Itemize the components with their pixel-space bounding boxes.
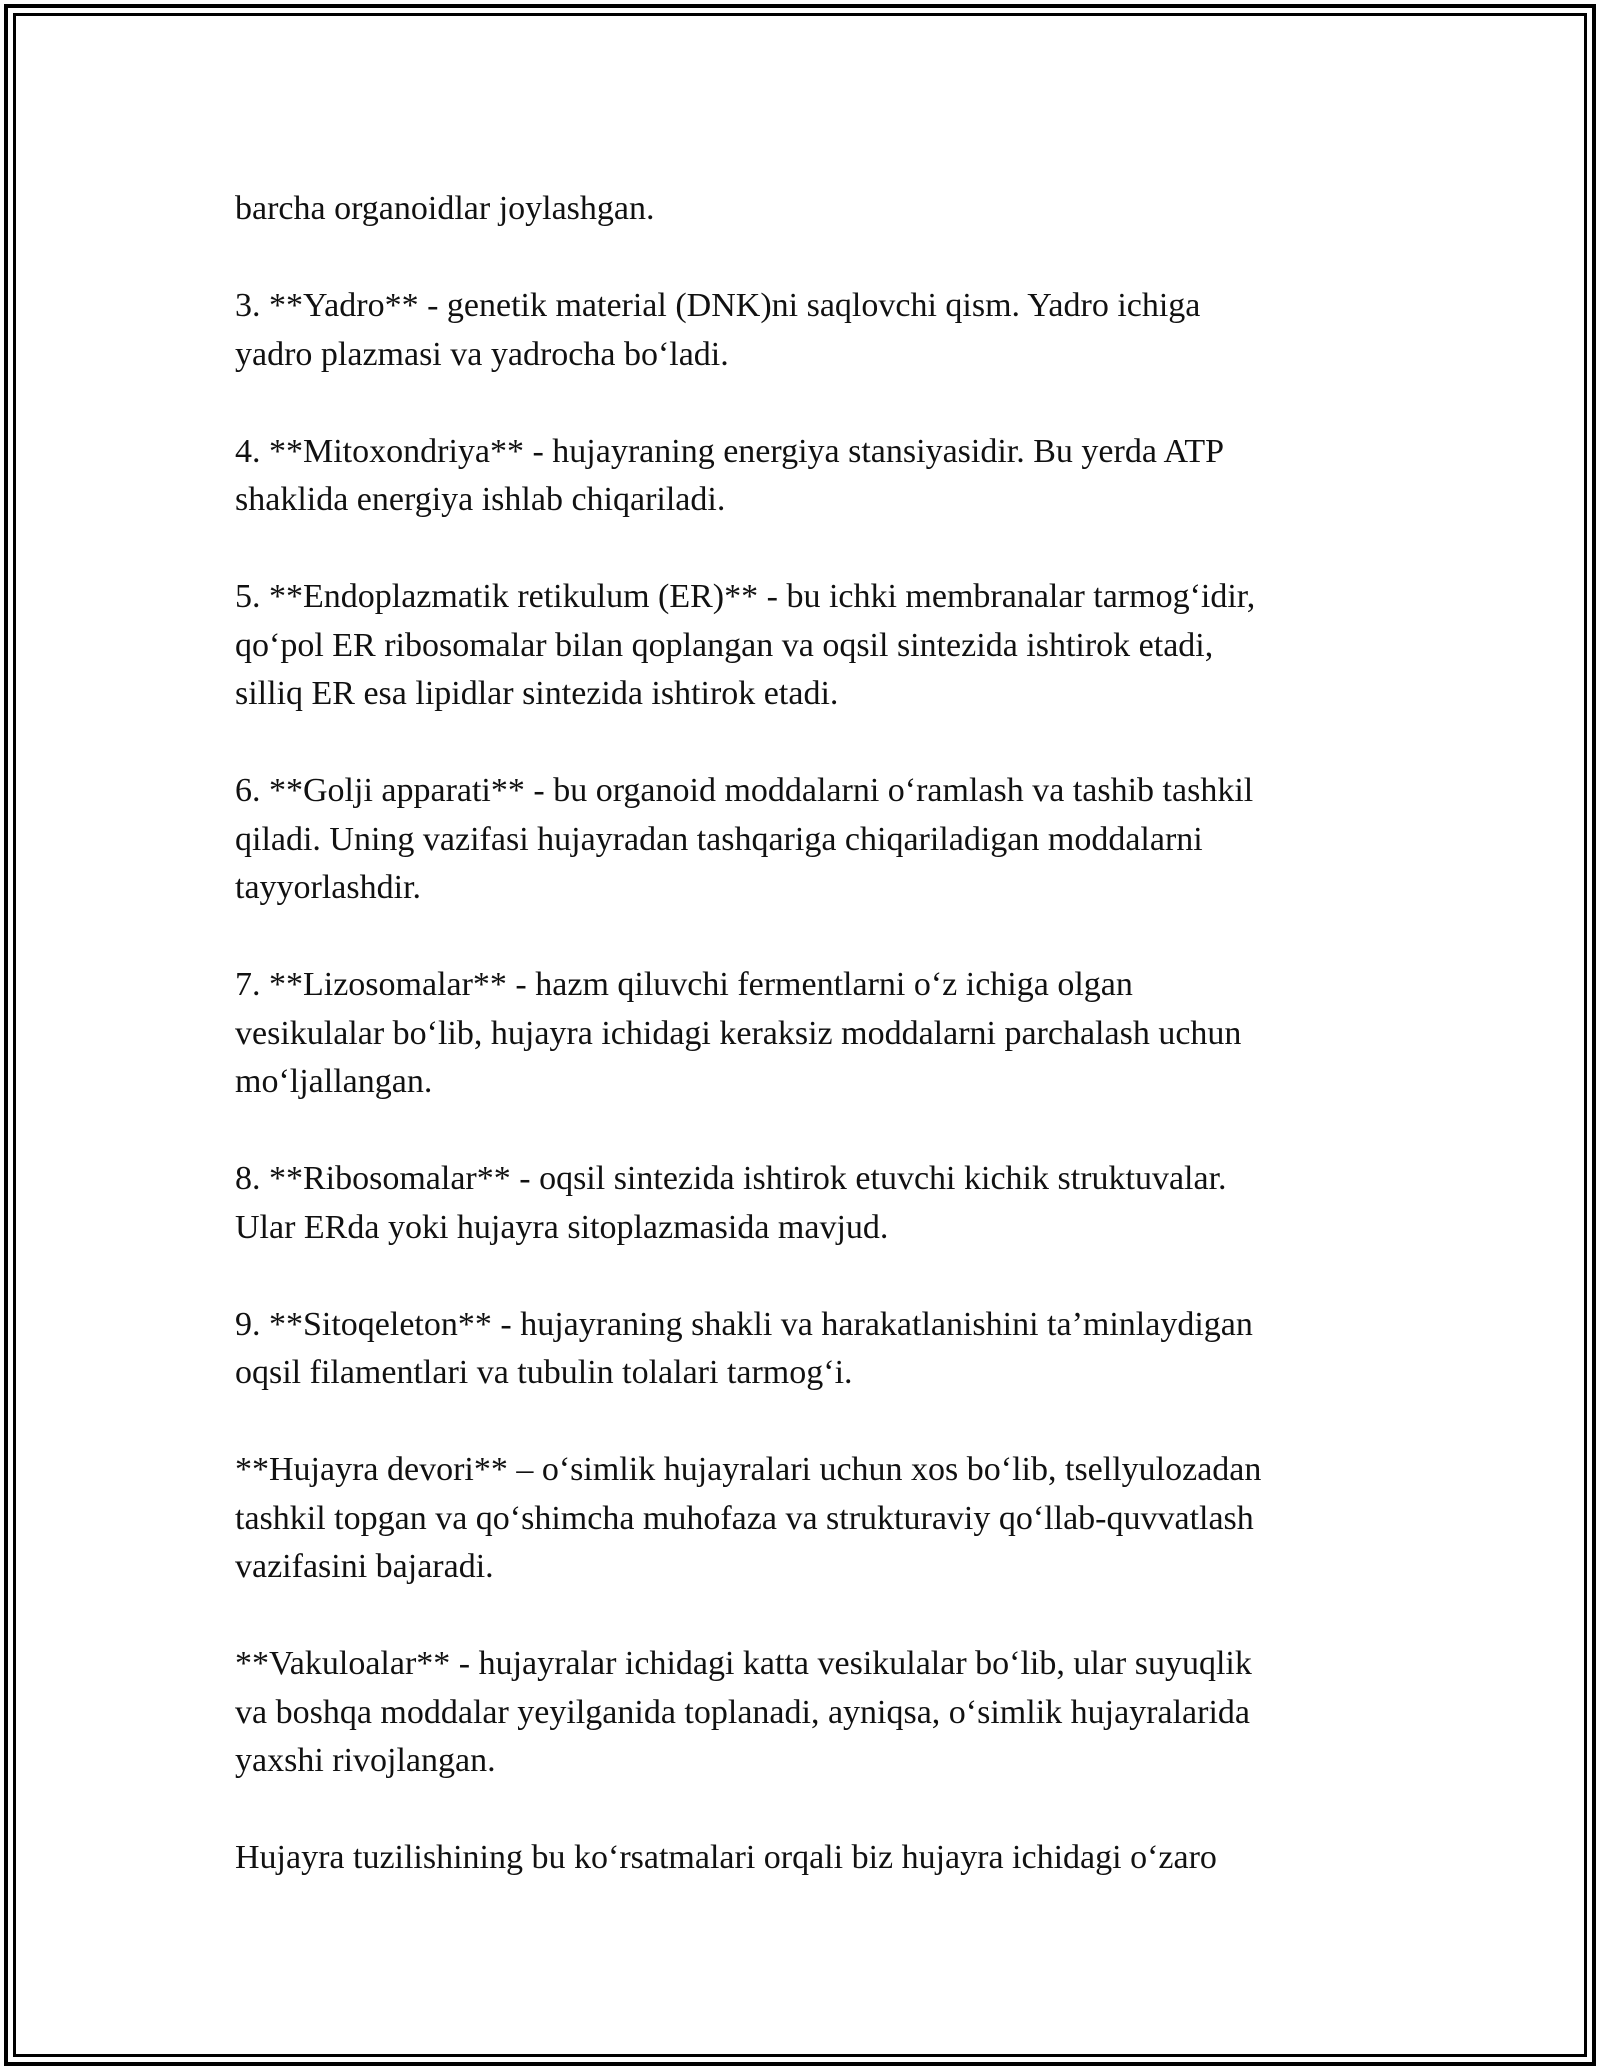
- paragraph: [235, 282, 1380, 379]
- text-line: vazifasini bajaradi.: [235, 1548, 494, 1585]
- text-line: **Hujayra devori** – o‘simlik hujayralari uchun xos bo‘lib, tsellyulozadan: [235, 1451, 1262, 1488]
- text-line: va boshqa moddalar yeyilganida toplanadi, ayniqsa, o‘simlik hujayralarida: [235, 1693, 1250, 1731]
- document-body: [235, 185, 1380, 1883]
- text-line: vesikulalar bo‘lib, hujayra ichidagi keraksiz moddalarni parchalash uchun: [235, 1014, 1242, 1052]
- text-line: qiladi. Uning vazifasi hujayradan tashqariga chiqariladigan moddalarni: [235, 820, 1203, 858]
- text-line: 5. **Endoplazmatik retikulum (ER)** - bu ichki membranalar tarmog‘idir,: [235, 578, 1256, 615]
- text-line: mo‘ljallangan.: [235, 1063, 433, 1100]
- paragraph: [235, 1446, 1380, 1592]
- text-line: tayyorlashdir.: [235, 869, 422, 906]
- text-line: oqsil filamentlari va tubulin tolalari tarmog‘i.: [235, 1354, 853, 1391]
- paragraph: [235, 428, 1380, 525]
- text-line: 7. **Lizosomalar** - hazm qiluvchi fermentlarni o‘z ichiga olgan: [235, 966, 1133, 1003]
- text-line: Ular ERda yoki hujayra sitoplazmasida mavjud.: [235, 1208, 889, 1246]
- paragraph: [235, 1834, 1380, 1883]
- paragraph: [235, 573, 1380, 719]
- text-line: barcha organoidlar joylashgan.: [235, 190, 655, 227]
- text-line: 4. **Mitoxondriya** - hujayraning energiya stansiyasidir. Bu yerda ATP: [235, 432, 1225, 470]
- text-line: yaxshi rivojlangan.: [235, 1742, 496, 1779]
- paragraph: [235, 1640, 1380, 1786]
- text-line: Hujayra tuzilishining bu ko‘rsatmalari orqali biz hujayra ichidagi o‘zaro: [235, 1839, 1217, 1876]
- paragraph: [235, 767, 1380, 913]
- text-line: 8. **Ribosomalar** - oqsil sintezida ishtirok etuvchi kichik struktuvalar.: [235, 1160, 1227, 1197]
- paragraph: [235, 185, 1380, 234]
- paragraph: [235, 961, 1380, 1107]
- text-line: 3. **Yadro** - genetik material (DNK)ni saqlovchi qism. Yadro ichiga: [235, 287, 1201, 324]
- text-line: yadro plazmasi va yadrocha bo‘ladi.: [235, 335, 729, 373]
- text-line: qo‘pol ER ribosomalar bilan qoplangan va oqsil sintezida ishtirok etadi,: [235, 626, 1214, 664]
- text-line: shaklida energiya ishlab chiqariladi.: [235, 481, 726, 518]
- text-line: **Vakuloalar** - hujayralar ichidagi katta vesikulalar bo‘lib, ular suyuqlik: [235, 1645, 1252, 1682]
- paragraph: [235, 1301, 1380, 1398]
- text-line: silliq ER esa lipidlar sintezida ishtirok etadi.: [235, 675, 839, 712]
- text-line: 6. **Golji apparati** - bu organoid moddalarni o‘ramlash va tashib tashkil: [235, 772, 1254, 809]
- text-line: tashkil topgan va qo‘shimcha muhofaza va strukturaviy qo‘llab-quvvatlash: [235, 1499, 1254, 1537]
- text-line: 9. **Sitoqeleton** - hujayraning shakli va harakatlanishini ta’minlaydigan: [235, 1305, 1253, 1343]
- paragraph: [235, 1155, 1380, 1252]
